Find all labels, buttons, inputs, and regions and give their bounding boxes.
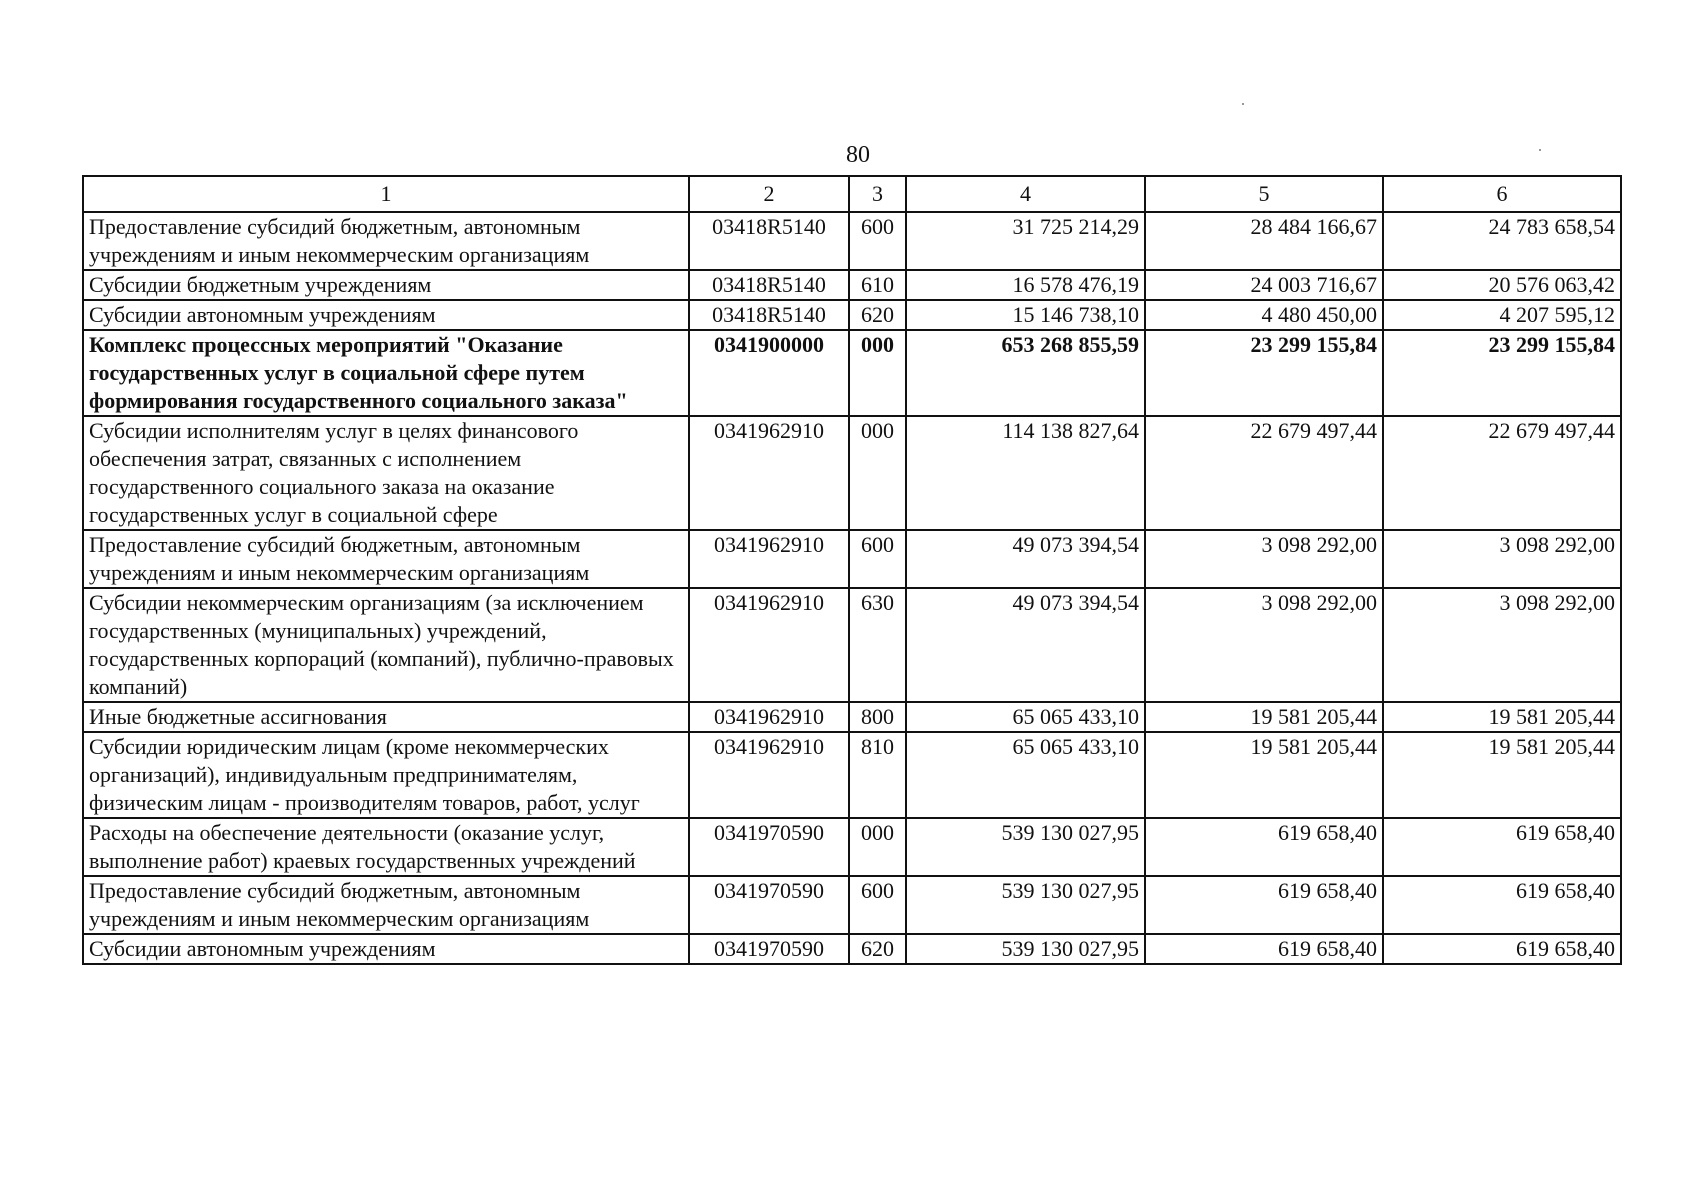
row-value-col5: 3 098 292,00 [1145, 530, 1383, 588]
row-value-col6: 619 658,40 [1383, 876, 1621, 934]
row-name-cell: Субсидии автономным учреждениям [83, 934, 689, 964]
column-header-1: 1 [83, 176, 689, 212]
row-value-col5: 619 658,40 [1145, 818, 1383, 876]
table-row [83, 270, 1621, 300]
column-header-2: 2 [689, 176, 849, 212]
table-row [83, 818, 1621, 876]
row-value-col4: 539 130 027,95 [906, 876, 1145, 934]
table-row [83, 876, 1621, 934]
row-name-cell: Предоставление субсидий бюджетным, автономным учреждениям и иным некоммерческим организациям [83, 212, 689, 270]
row-type-cell: 600 [849, 876, 906, 934]
table-row [83, 530, 1621, 588]
row-name-cell: Субсидии исполнителям услуг в целях финансового обеспечения затрат, связанных с исполнением государственного социального заказа на оказание государственных услуг в социальной сфере [83, 416, 689, 530]
row-code-cell: 0341970590 [689, 876, 849, 934]
row-value-col6: 24 783 658,54 [1383, 212, 1621, 270]
row-value-col5: 3 098 292,00 [1145, 588, 1383, 702]
row-value-col6: 23 299 155,84 [1383, 330, 1621, 416]
column-header-5: 5 [1145, 176, 1383, 212]
row-code-cell: 0341962910 [689, 588, 849, 702]
row-value-col4: 65 065 433,10 [906, 732, 1145, 818]
row-code-cell: 0341962910 [689, 530, 849, 588]
row-value-col5: 22 679 497,44 [1145, 416, 1383, 530]
row-type-cell: 000 [849, 330, 906, 416]
row-value-col6: 20 576 063,42 [1383, 270, 1621, 300]
row-type-cell: 620 [849, 934, 906, 964]
row-value-col4: 16 578 476,19 [906, 270, 1145, 300]
row-value-col4: 653 268 855,59 [906, 330, 1145, 416]
scan-speck [1242, 103, 1244, 105]
row-value-col6: 4 207 595,12 [1383, 300, 1621, 330]
column-header-3: 3 [849, 176, 906, 212]
row-value-col4: 15 146 738,10 [906, 300, 1145, 330]
row-value-col5: 619 658,40 [1145, 934, 1383, 964]
row-name-cell: Предоставление субсидий бюджетным, автономным учреждениям и иным некоммерческим организациям [83, 530, 689, 588]
row-value-col5: 28 484 166,67 [1145, 212, 1383, 270]
row-value-col5: 19 581 205,44 [1145, 732, 1383, 818]
page-number: 80 [846, 142, 870, 168]
row-value-col4: 31 725 214,29 [906, 212, 1145, 270]
row-value-col4: 49 073 394,54 [906, 588, 1145, 702]
table-row [83, 588, 1621, 702]
row-value-col5: 19 581 205,44 [1145, 702, 1383, 732]
row-type-cell: 800 [849, 702, 906, 732]
row-value-col4: 539 130 027,95 [906, 934, 1145, 964]
row-code-cell: 0341970590 [689, 818, 849, 876]
row-value-col5: 4 480 450,00 [1145, 300, 1383, 330]
scan-speck [1539, 149, 1541, 151]
table-header-row [83, 176, 1621, 212]
row-value-col5: 23 299 155,84 [1145, 330, 1383, 416]
row-value-col4: 539 130 027,95 [906, 818, 1145, 876]
row-value-col4: 49 073 394,54 [906, 530, 1145, 588]
row-code-cell: 03418R5140 [689, 270, 849, 300]
row-code-cell: 0341962910 [689, 416, 849, 530]
row-value-col5: 24 003 716,67 [1145, 270, 1383, 300]
row-value-col6: 619 658,40 [1383, 934, 1621, 964]
table-body [83, 212, 1621, 964]
row-value-col4: 65 065 433,10 [906, 702, 1145, 732]
row-name-cell: Субсидии бюджетным учреждениям [83, 270, 689, 300]
table-row [83, 300, 1621, 330]
row-type-cell: 000 [849, 416, 906, 530]
row-type-cell: 810 [849, 732, 906, 818]
row-value-col6: 19 581 205,44 [1383, 702, 1621, 732]
row-value-col4: 114 138 827,64 [906, 416, 1145, 530]
row-name-cell: Иные бюджетные ассигнования [83, 702, 689, 732]
row-name-cell: Субсидии некоммерческим организациям (за исключением государственных (муниципальных) учреждений, государственных корпораций (компаний), публично-правовых компаний) [83, 588, 689, 702]
row-value-col6: 619 658,40 [1383, 818, 1621, 876]
row-type-cell: 000 [849, 818, 906, 876]
row-type-cell: 600 [849, 212, 906, 270]
table-row [83, 732, 1621, 818]
table-row [83, 212, 1621, 270]
row-type-cell: 600 [849, 530, 906, 588]
row-code-cell: 0341970590 [689, 934, 849, 964]
row-value-col6: 22 679 497,44 [1383, 416, 1621, 530]
budget-table [82, 175, 1622, 965]
row-name-cell: Субсидии юридическим лицам (кроме некоммерческих организаций), индивидуальным предпринимателям, физическим лицам - производителям товаров, работ, услуг [83, 732, 689, 818]
table-row [83, 330, 1621, 416]
row-value-col6: 3 098 292,00 [1383, 530, 1621, 588]
row-name-cell: Субсидии автономным учреждениям [83, 300, 689, 330]
table-row [83, 702, 1621, 732]
row-value-col6: 19 581 205,44 [1383, 732, 1621, 818]
table-row [83, 934, 1621, 964]
row-type-cell: 630 [849, 588, 906, 702]
row-value-col5: 619 658,40 [1145, 876, 1383, 934]
row-code-cell: 0341962910 [689, 732, 849, 818]
column-header-4: 4 [906, 176, 1145, 212]
row-name-cell: Комплекс процессных мероприятий "Оказание государственных услуг в социальной сфере путем формирования государственного социального заказа" [83, 330, 689, 416]
row-code-cell: 03418R5140 [689, 212, 849, 270]
row-code-cell: 0341900000 [689, 330, 849, 416]
row-name-cell: Предоставление субсидий бюджетным, автономным учреждениям и иным некоммерческим организациям [83, 876, 689, 934]
row-name-cell: Расходы на обеспечение деятельности (оказание услуг, выполнение работ) краевых государственных учреждений [83, 818, 689, 876]
row-type-cell: 620 [849, 300, 906, 330]
row-type-cell: 610 [849, 270, 906, 300]
row-code-cell: 0341962910 [689, 702, 849, 732]
row-value-col6: 3 098 292,00 [1383, 588, 1621, 702]
row-code-cell: 03418R5140 [689, 300, 849, 330]
table-row [83, 416, 1621, 530]
column-header-6: 6 [1383, 176, 1621, 212]
